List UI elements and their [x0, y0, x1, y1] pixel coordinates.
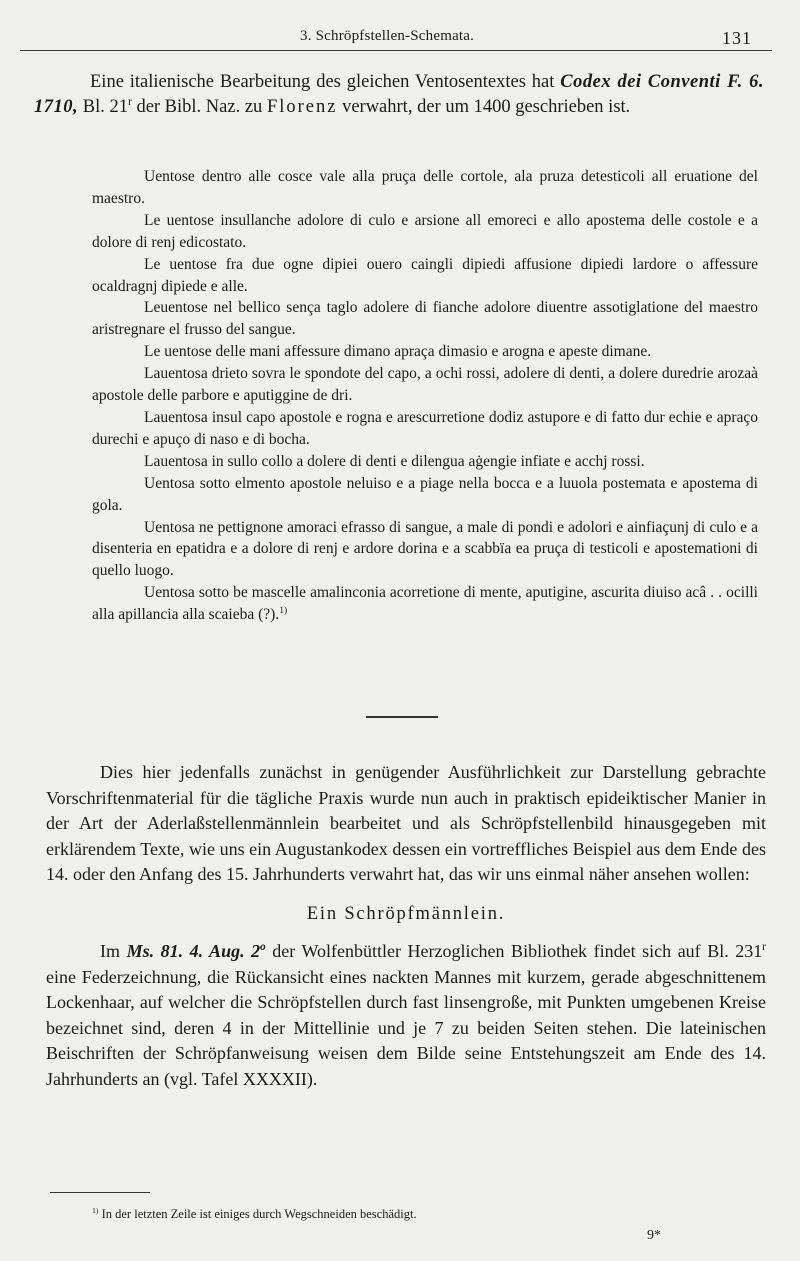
- section-heading: Ein Schröpfmännlein.: [306, 903, 506, 924]
- footnote: [92, 1206, 417, 1222]
- quote-paragraph: Le uentose fra due ogne dipiei ouero caingli dipiedi affusione dipiedi lardore o affessure ocaldragnj dipiede e alle.: [92, 255, 758, 295]
- manuscript-format-mark: o: [260, 941, 266, 953]
- quote-paragraph: Leuentose nel bellico sença taglo adolere di fianche adolore diuentre assotiglatione del maestro aristregnare el frusso del sangue.: [92, 299, 758, 339]
- quote-paragraph: Lauentosa in sullo collo a dolere di denti e dilengua aġengie infiate e acchj rossi.: [144, 452, 645, 470]
- body-paragraph: [46, 939, 766, 1092]
- running-title: 3. Schröpfstellen-Schemata.: [300, 28, 475, 44]
- recto-mark: r: [127, 95, 132, 108]
- body-paragraph: Dies hier jedenfalls zunächst in genügender Ausführlichkeit zur Darstellung gebrachte Vorschriftenmaterial für die tägliche Praxis wurde nun auch in praktisch epideiktischer Manier in der Art der Aderlaßstellenmännlein bearbeitet und als Schröpfstellenbild hinausgegeben mit erklärendem Texte, wie uns ein Augustankodex dessen ein vortreffliches Beispiel aus dem Ende des 14. oder den Anfang des 15. Jahrhunderts verwahrt hat, das wir uns einmal näher ansehen wollen:: [46, 762, 766, 884]
- italian-quotation: [92, 166, 758, 626]
- body-text: eine Federzeichnung, die Rückansicht eines nackten Mannes mit kurzem, gerade abgeschnittenem Lockenhaar, auf welcher die Schröpfstellen durch fast linsengroße, mit Punkten umgebenen Kreise bezeichnet sind, deren 4 in der Mittellinie und je 7 zu beiden Seiten stehen. Die lateinischen Beischriften der Schröpfanweisung weisen dem Bilde seine Entstehungszeit am Ende des 14. Jahrhunderts an (vgl. Tafel XXXXII).: [46, 966, 766, 1089]
- section-divider: [366, 716, 438, 718]
- header-rule: [20, 50, 772, 51]
- intro-text: Bl. 21: [78, 97, 128, 117]
- signature-mark: 9*: [647, 1228, 661, 1243]
- quote-paragraph: Le uentose delle mani affessure dimano apraça dimasio e arogna e apeste dimane.: [144, 343, 652, 361]
- body-text: der Wolfenbüttler Herzoglichen Bibliothek findet sich auf Bl. 231: [265, 941, 763, 961]
- page-number: 131: [722, 28, 752, 48]
- intro-text: verwahrt, der um 1400 geschrieben ist.: [337, 97, 631, 117]
- intro-text: der Bibl. Naz. zu: [131, 97, 267, 117]
- body-text: Im: [100, 941, 127, 961]
- footnote-reference: 1): [279, 604, 288, 616]
- quote-paragraph: Uentose dentro alle cosce vale alla pruça delle cortole, ala pruza detesticoli all eruatione del maestro.: [92, 168, 758, 207]
- footnote-rule: [50, 1192, 150, 1193]
- quote-paragraph: Lauentosa insul capo apostole e rogna e arescurretione dodiz astupore e di fatto dur echie e apraço durechi e apuço di naso e di bocha.: [92, 408, 758, 448]
- running-header: [0, 22, 800, 52]
- main-text: [46, 760, 766, 1092]
- manuscript-reference: Ms. 81. 4. Aug. 2: [126, 941, 261, 961]
- quote-paragraph-last: [92, 582, 758, 626]
- recto-mark: r: [762, 941, 767, 953]
- quote-text: Uentosa sotto be mascelle amalinconia acorretione di mente, aputigine, ascurita diuiso acâ . . ocilli alla apillancia alla scaieba (?).: [92, 584, 758, 624]
- intro-text: Eine italienische Bearbeitung des gleichen Ventosentextes hat: [90, 72, 561, 92]
- footnote-mark: 1): [92, 1205, 99, 1215]
- quote-paragraph: Uentosa ne pettignone amoraci efrasso di sangue, a male di pondi e adolori e ainfiaçunj di culo e a disenteria en epatidra e a dolore di renj e ardore dorina e a scabbïa ea pruça di testicoli e apostemationi di quello luogo.: [92, 518, 758, 580]
- city-name: Florenz: [266, 97, 338, 117]
- quote-paragraph: Lauentosa drieto sovra le spondote del capo, a ochi rossi, adolere di denti, a dolere duredrie arozaà apostole delle parbore e aputiggine de dri.: [92, 365, 758, 405]
- quote-paragraph: Uentosa sotto elmento apostole neluiso e a piage nella bocca e a luuola postemata e apostema di gola.: [92, 474, 758, 514]
- footnote-text: In der letzten Zeile ist einiges durch Wegschneiden beschädigt.: [101, 1207, 417, 1221]
- codex-reference: Codex dei Conventi F. 6. 1710,: [34, 72, 764, 117]
- intro-paragraph: [34, 70, 764, 120]
- quote-paragraph: Le uentose insullanche adolore di culo e arsione all emoreci e allo apostema delle costole e a dolore di renj edicostato.: [92, 211, 758, 251]
